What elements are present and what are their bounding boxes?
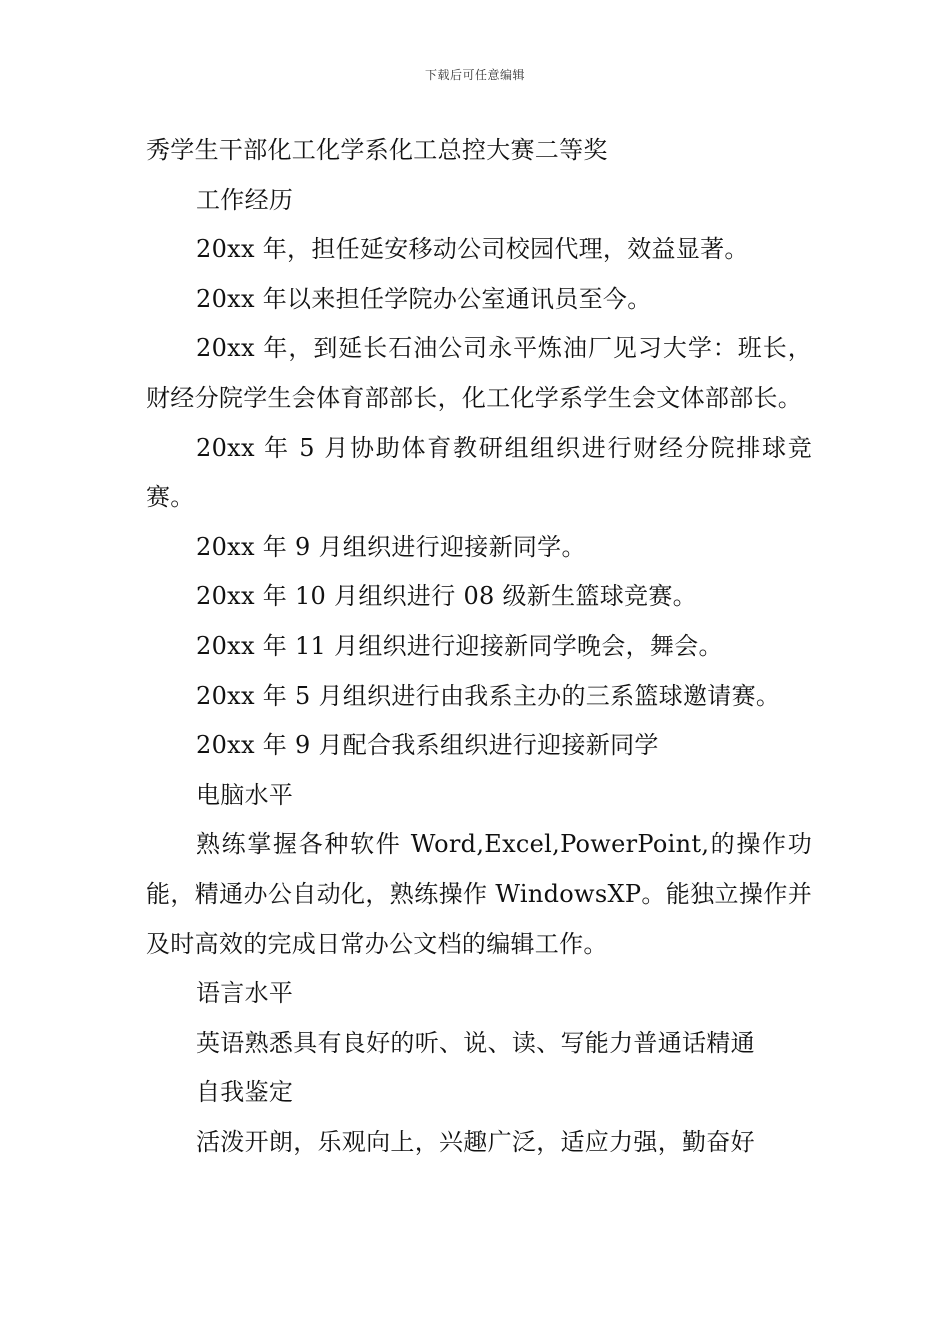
work-item: 20xx 年，担任延安移动公司校园代理，效益显著。 (196, 235, 749, 264)
page-header-note: 下载后可任意编辑 (424, 68, 525, 82)
award-line: 秀学生干部化工化学系化工总控大赛二等奖 (146, 136, 608, 164)
work-item: 20xx 年以来担任学院办公室通讯员至今。 (196, 284, 652, 313)
document-body (146, 126, 812, 1167)
work-item: 20xx 年 10 月组织进行 08 级新生篮球竞赛。 (196, 582, 697, 611)
work-item: 20xx 年，到延长石油公司永平炼油厂见习大学：班长，财经分院学生会体育部部长，化工化学系学生会文体部部长。 (146, 334, 812, 412)
self-assessment-heading: 自我鉴定 (196, 1078, 294, 1107)
work-item: 20xx 年 9 月配合我系组织进行迎接新同学 (196, 731, 659, 760)
language-skills-heading: 语言水平 (196, 979, 294, 1008)
work-item: 20xx 年 5 月协助体育教研组组织进行财经分院排球竞赛。 (146, 433, 812, 512)
work-item: 20xx 年 5 月组织进行由我系主办的三系篮球邀请赛。 (196, 681, 781, 710)
computer-skills-heading: 电脑水平 (196, 780, 294, 809)
work-item: 20xx 年 9 月组织进行迎接新同学。 (196, 532, 586, 561)
self-assessment-text: 活泼开朗，乐观向上，兴趣广泛，适应力强，勤奋好 (196, 1127, 755, 1156)
computer-skills-text: 熟练掌握各种软件 Word,Excel,PowerPoint,的操作功能，精通办公自动化，熟练操作 WindowsXP。能独立操作并及时高效的完成日常办公文档的编辑工作。 (146, 830, 812, 958)
work-experience-heading: 工作经历 (196, 185, 294, 214)
language-skills-text: 英语熟悉具有良好的听、说、读、写能力普通话精通 (196, 1028, 755, 1057)
work-item: 20xx 年 11 月组织进行迎接新同学晚会，舞会。 (196, 631, 723, 660)
